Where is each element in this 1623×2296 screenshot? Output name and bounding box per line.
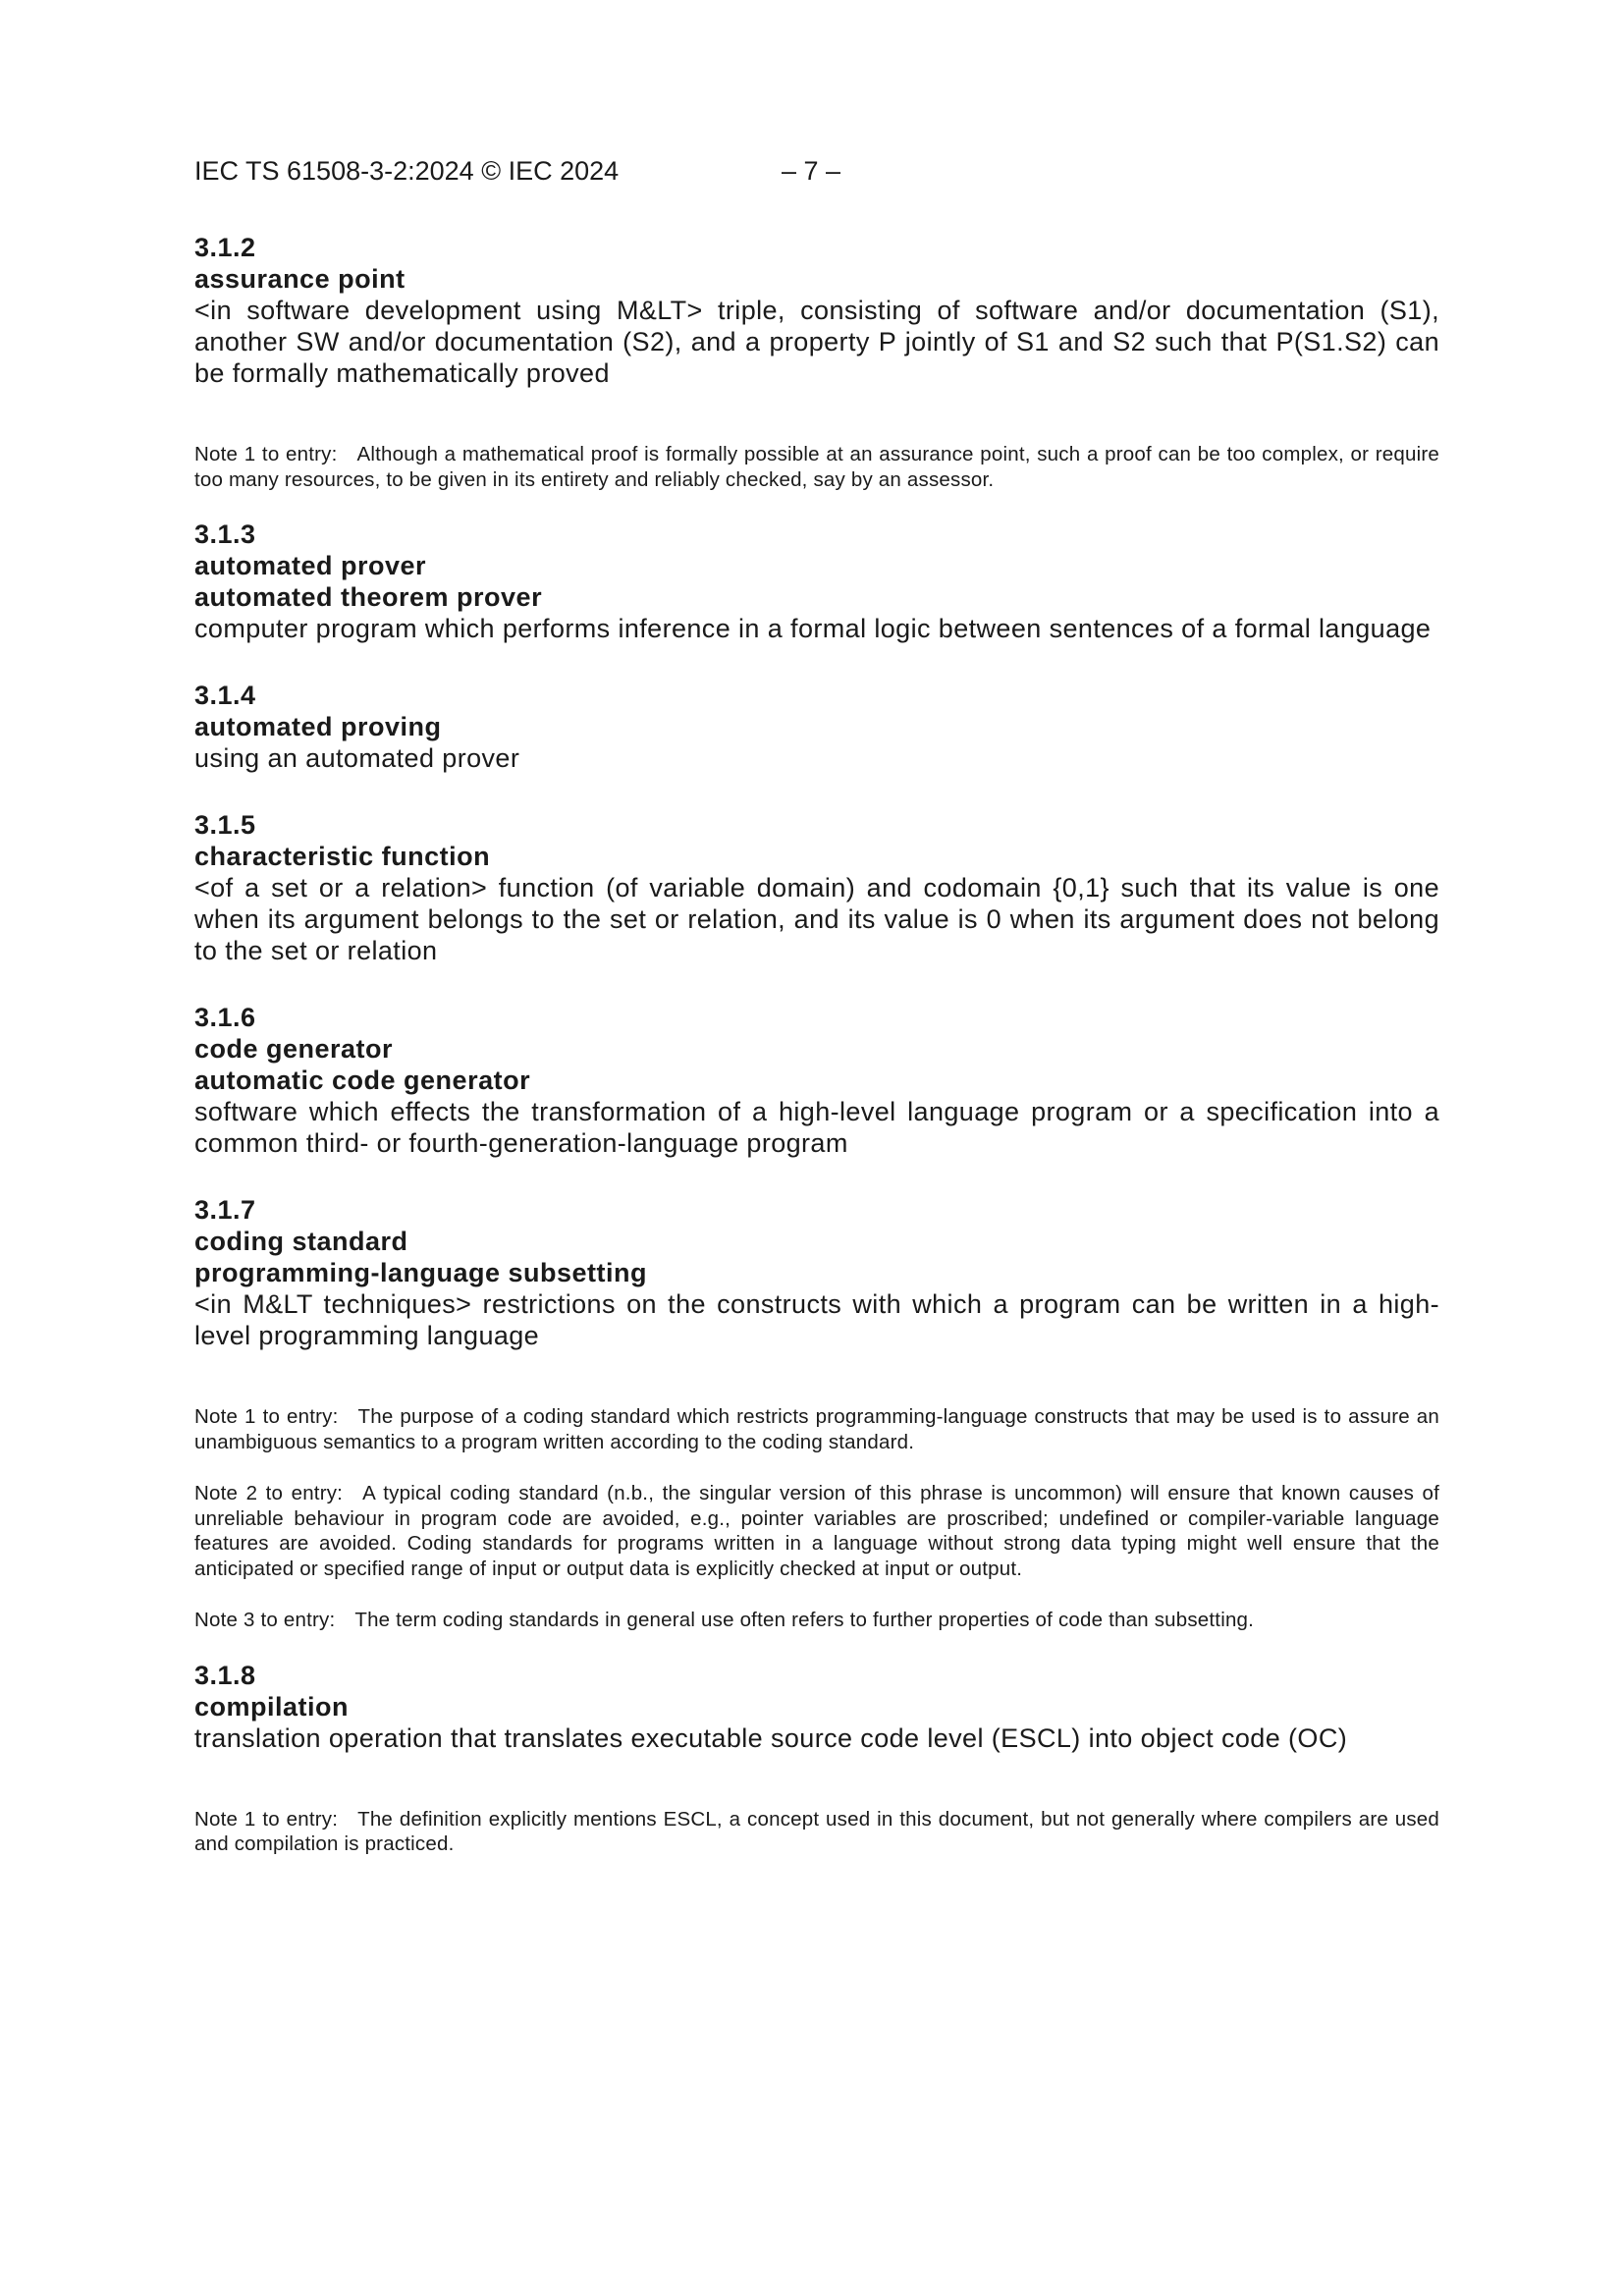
- term-number: 3.1.8: [194, 1660, 256, 1690]
- note-text: The definition explicitly mentions ESCL, a concept used in this document, but not generally where compilers are used and compilation is practiced.: [194, 1807, 1440, 1855]
- term-name: characteristic function: [194, 842, 491, 871]
- term-entry: [194, 1660, 1439, 1857]
- note-to-entry: [194, 442, 1439, 492]
- term-number: 3.1.7: [194, 1195, 256, 1225]
- note-label: Note 1 to entry:: [194, 443, 338, 465]
- term-definition: computer program which performs inference in a formal logic between sentences of a formal language: [194, 614, 1432, 643]
- note-text: The term coding standards in general use often refers to further properties of code than subsetting.: [354, 1609, 1255, 1631]
- term-name: automated proving: [194, 712, 442, 741]
- page-number: – 7 –: [782, 156, 841, 186]
- term-synonym: automatic code generator: [194, 1066, 531, 1095]
- term-definition: software which effects the transformation of a high-level language program or a specification into a common third- or fourth-generation-language program: [194, 1097, 1439, 1158]
- term-name: coding standard: [194, 1227, 408, 1256]
- document-page: [194, 153, 1439, 1857]
- term-definition: using an automated prover: [194, 743, 520, 773]
- term-entry: [194, 1002, 1439, 1194]
- note-text: The purpose of a coding standard which restricts programming-language constructs that may be used is to assure an unambiguous semantics to a program written according to the coding standard.: [194, 1405, 1440, 1453]
- term-name: code generator: [194, 1034, 394, 1064]
- term-synonym: automated theorem prover: [194, 582, 543, 612]
- note-label: Note 3 to entry:: [194, 1609, 336, 1631]
- note-to-entry: [194, 1807, 1439, 1857]
- term-name: assurance point: [194, 264, 406, 294]
- running-header: [194, 153, 1439, 189]
- term-entry: [194, 1194, 1439, 1660]
- term-name: compilation: [194, 1691, 350, 1722]
- note-label: Note 1 to entry:: [194, 1405, 339, 1428]
- term-number: 3.1.3: [194, 519, 256, 549]
- term-entry: [194, 680, 1439, 809]
- note-to-entry: [194, 1404, 1439, 1454]
- term-entry: [194, 809, 1439, 1002]
- term-number: 3.1.4: [194, 681, 256, 710]
- term-definition: translation operation that translates executable source code level (ESCL) into object code (OC): [194, 1722, 1348, 1753]
- term-entry: [194, 232, 1439, 519]
- term-entry: [194, 519, 1439, 680]
- term-name: automated prover: [194, 551, 427, 580]
- term-number: 3.1.6: [194, 1003, 256, 1032]
- term-number: 3.1.5: [194, 810, 256, 840]
- term-definition: <in software development using M&LT> triple, consisting of software and/or documentation (S1), another SW and/or documentation (S2), and a property P jointly of S1 and S2 such that P(S1.S2) can be formally mathematically proved: [194, 296, 1439, 388]
- note-text: Although a mathematical proof is formally possible at an assurance point, such a proof can be too complex, or require too many resources, to be given in its entirety and reliably checked, say by an assessor.: [194, 443, 1439, 491]
- note-label: Note 2 to entry:: [194, 1482, 344, 1504]
- document-identifier: IEC TS 61508-3-2:2024 © IEC 2024: [194, 156, 620, 186]
- term-definition: <in M&LT techniques> restrictions on the constructs with which a program can be written in a high-level programming language: [194, 1289, 1439, 1350]
- note-label: Note 1 to entry:: [194, 1807, 339, 1831]
- term-definition: <of a set or a relation> function (of variable domain) and codomain {0,1} such that its value is one when its argument belongs to the set or relation, and its value is 0 when its argument does not belong to the set or relation: [194, 873, 1439, 965]
- note-text: A typical coding standard (n.b., the singular version of this phrase is uncommon) will ensure that known causes of unreliable behaviour in program code are avoided, e.g., pointer variables are proscribed; undefined or compiler-variable language features are avoided. Coding standards for programs written in a language without strong data typing might well ensure that the anticipated or specified range of input or output data is explicitly checked at input or output.: [194, 1482, 1439, 1580]
- term-number: 3.1.2: [194, 233, 256, 262]
- term-synonym: programming-language subsetting: [194, 1258, 648, 1287]
- note-to-entry: [194, 1608, 1439, 1633]
- note-to-entry: [194, 1481, 1439, 1581]
